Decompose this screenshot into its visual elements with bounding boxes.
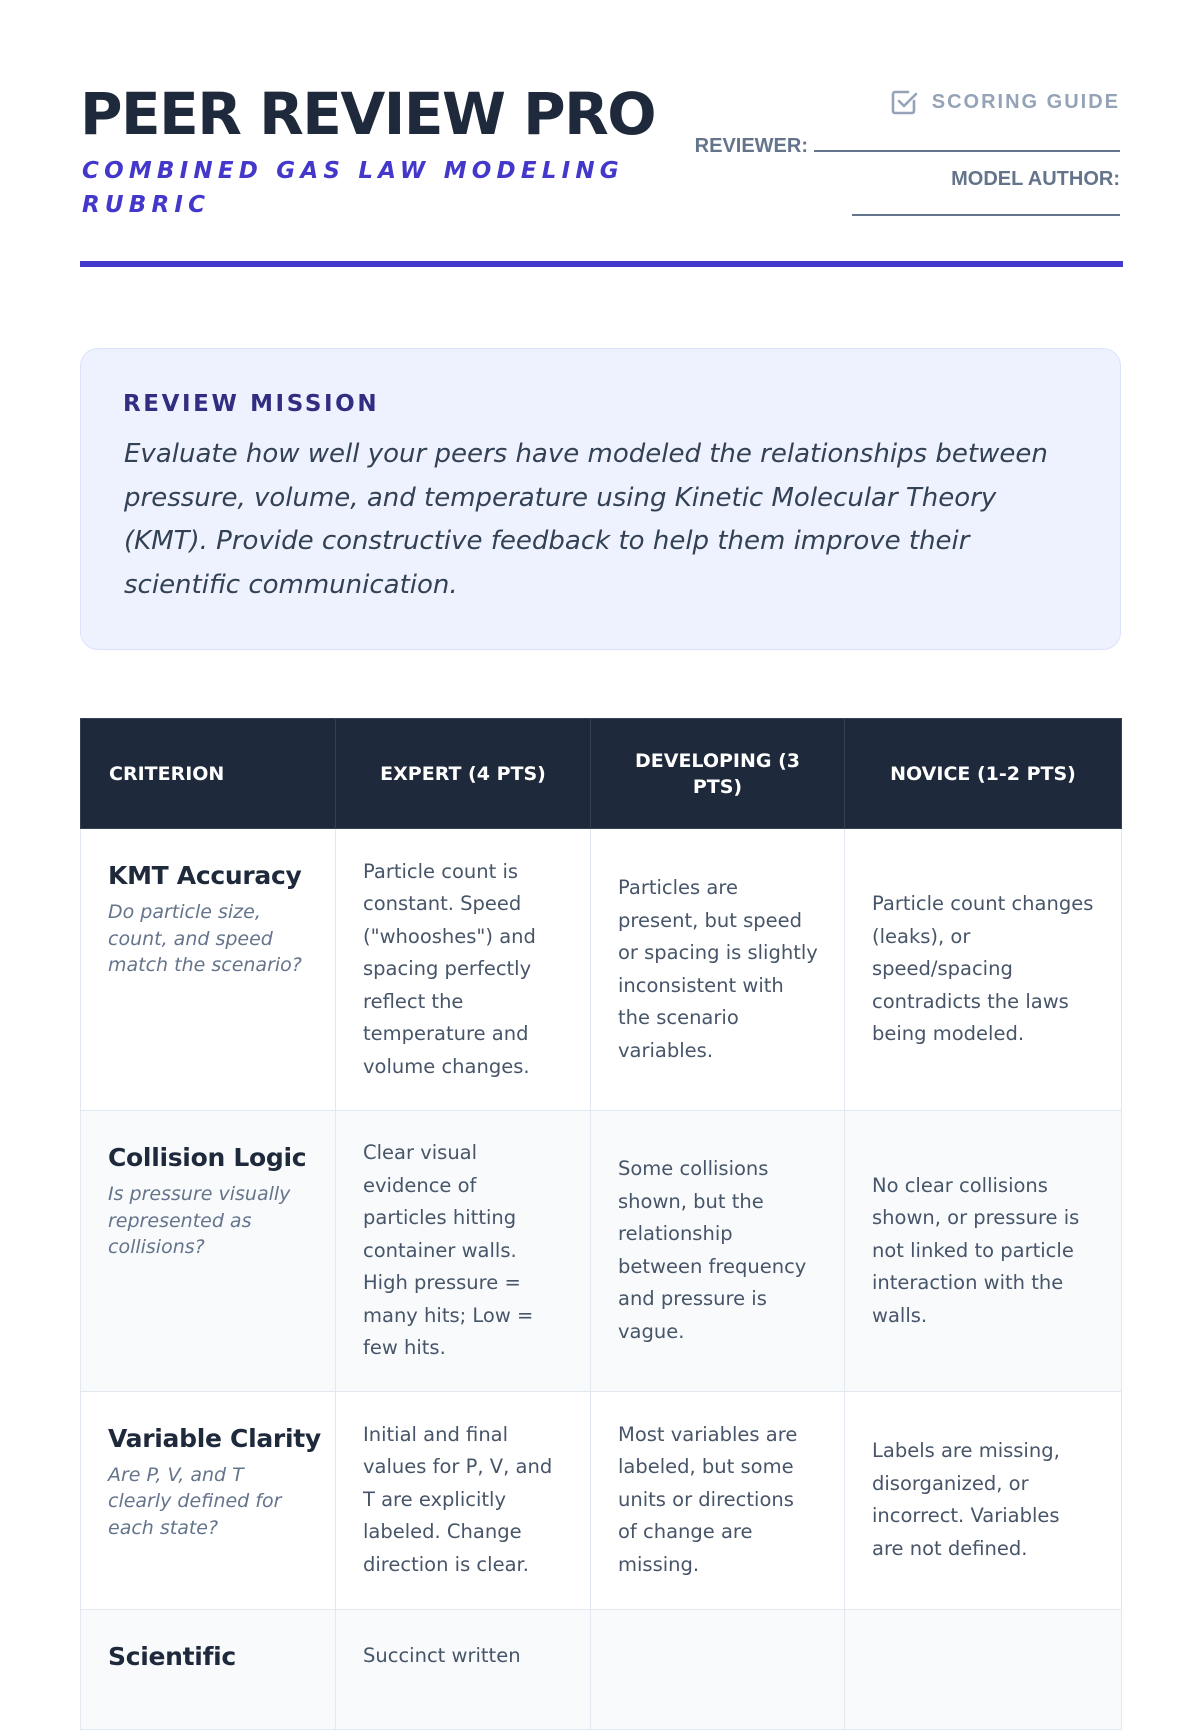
criterion-name: Variable Clarity bbox=[108, 1423, 321, 1453]
table-row bbox=[81, 1391, 1122, 1609]
header-divider bbox=[80, 261, 1123, 267]
novice-descriptor: No clear collisions shown, or pressure is not linked to particle interaction with the walls. bbox=[845, 1111, 1122, 1392]
scoring-guide-badge bbox=[888, 86, 1120, 118]
column-header-criterion: CRITERION bbox=[81, 719, 336, 829]
review-mission-box bbox=[80, 348, 1121, 650]
column-header-expert: EXPERT (4 PTS) bbox=[336, 719, 591, 829]
expert-descriptor: Particle count is constant. Speed ("whooshes") and spacing perfectly reflect the temperature and volume changes. bbox=[336, 829, 591, 1111]
table-row bbox=[81, 1111, 1122, 1392]
rubric-table bbox=[80, 718, 1122, 1730]
reviewer-blank-line[interactable] bbox=[814, 134, 1120, 152]
model-author-blank-line[interactable] bbox=[852, 214, 1120, 216]
developing-descriptor: Particles are present, but speed or spacing is slightly inconsistent with the scenario variables. bbox=[591, 829, 845, 1111]
page-header bbox=[80, 78, 1120, 268]
table-row bbox=[81, 1609, 1122, 1729]
expert-descriptor: Clear visual evidence of particles hitting container walls. High pressure = many hits; Low = few hits. bbox=[336, 1111, 591, 1392]
mission-heading: REVIEW MISSION bbox=[123, 391, 380, 417]
expert-descriptor: Succinct written bbox=[336, 1609, 591, 1729]
reviewer-label: REVIEWER: bbox=[694, 135, 808, 157]
criterion-name: KMT Accuracy bbox=[108, 861, 302, 890]
page-title: PEER REVIEW PRO bbox=[80, 80, 656, 148]
novice-descriptor: Particle count changes (leaks), or speed/spacing contradicts the laws being modeled. bbox=[845, 829, 1122, 1111]
criterion-question: Are P, V, and T clearly defined for each state? bbox=[108, 1463, 282, 1539]
novice-descriptor: Labels are missing, disorganized, or incorrect. Variables are not defined. bbox=[845, 1391, 1122, 1609]
developing-descriptor bbox=[591, 1609, 845, 1729]
scoring-guide-label: SCORING GUIDE bbox=[931, 90, 1120, 113]
novice-descriptor bbox=[845, 1609, 1122, 1729]
developing-descriptor: Most variables are labeled, but some units or directions of change are missing. bbox=[591, 1391, 845, 1609]
model-author-field bbox=[951, 168, 1120, 191]
table-row bbox=[81, 829, 1122, 1111]
column-header-novice: NOVICE (1-2 PTS) bbox=[845, 719, 1122, 829]
criterion-question: Is pressure visually represented as collisions? bbox=[108, 1183, 291, 1258]
developing-descriptor: Some collisions shown, but the relationship between frequency and pressure is vague. bbox=[591, 1111, 845, 1392]
criterion-cell bbox=[81, 829, 336, 1111]
page-subtitle: COMBINED GAS LAW MODELING RUBRIC bbox=[82, 158, 624, 218]
criterion-name: Collision Logic bbox=[108, 1143, 307, 1172]
rubric-header-row bbox=[81, 719, 1122, 829]
column-header-developing: DEVELOPING (3 PTS) bbox=[591, 719, 845, 829]
criterion-name: Scientific bbox=[108, 1641, 236, 1671]
criterion-cell bbox=[81, 1391, 336, 1609]
criterion-cell bbox=[81, 1609, 336, 1729]
checkbox-icon bbox=[888, 86, 920, 118]
criterion-cell bbox=[81, 1111, 336, 1392]
criterion-question: Do particle size, count, and speed match the scenario? bbox=[108, 901, 302, 976]
mission-text: Evaluate how well your peers have modeled the relationships between pressure, volume, and temperature using Kinetic Molecular Theory (KMT). Provide constructive feedback to help them improve their scientific communication. bbox=[124, 439, 1048, 600]
expert-descriptor: Initial and final values for P, V, and T are explicitly labeled. Change direction is clear. bbox=[336, 1391, 591, 1609]
reviewer-field bbox=[695, 134, 1120, 158]
model-author-label: MODEL AUTHOR: bbox=[951, 168, 1120, 190]
